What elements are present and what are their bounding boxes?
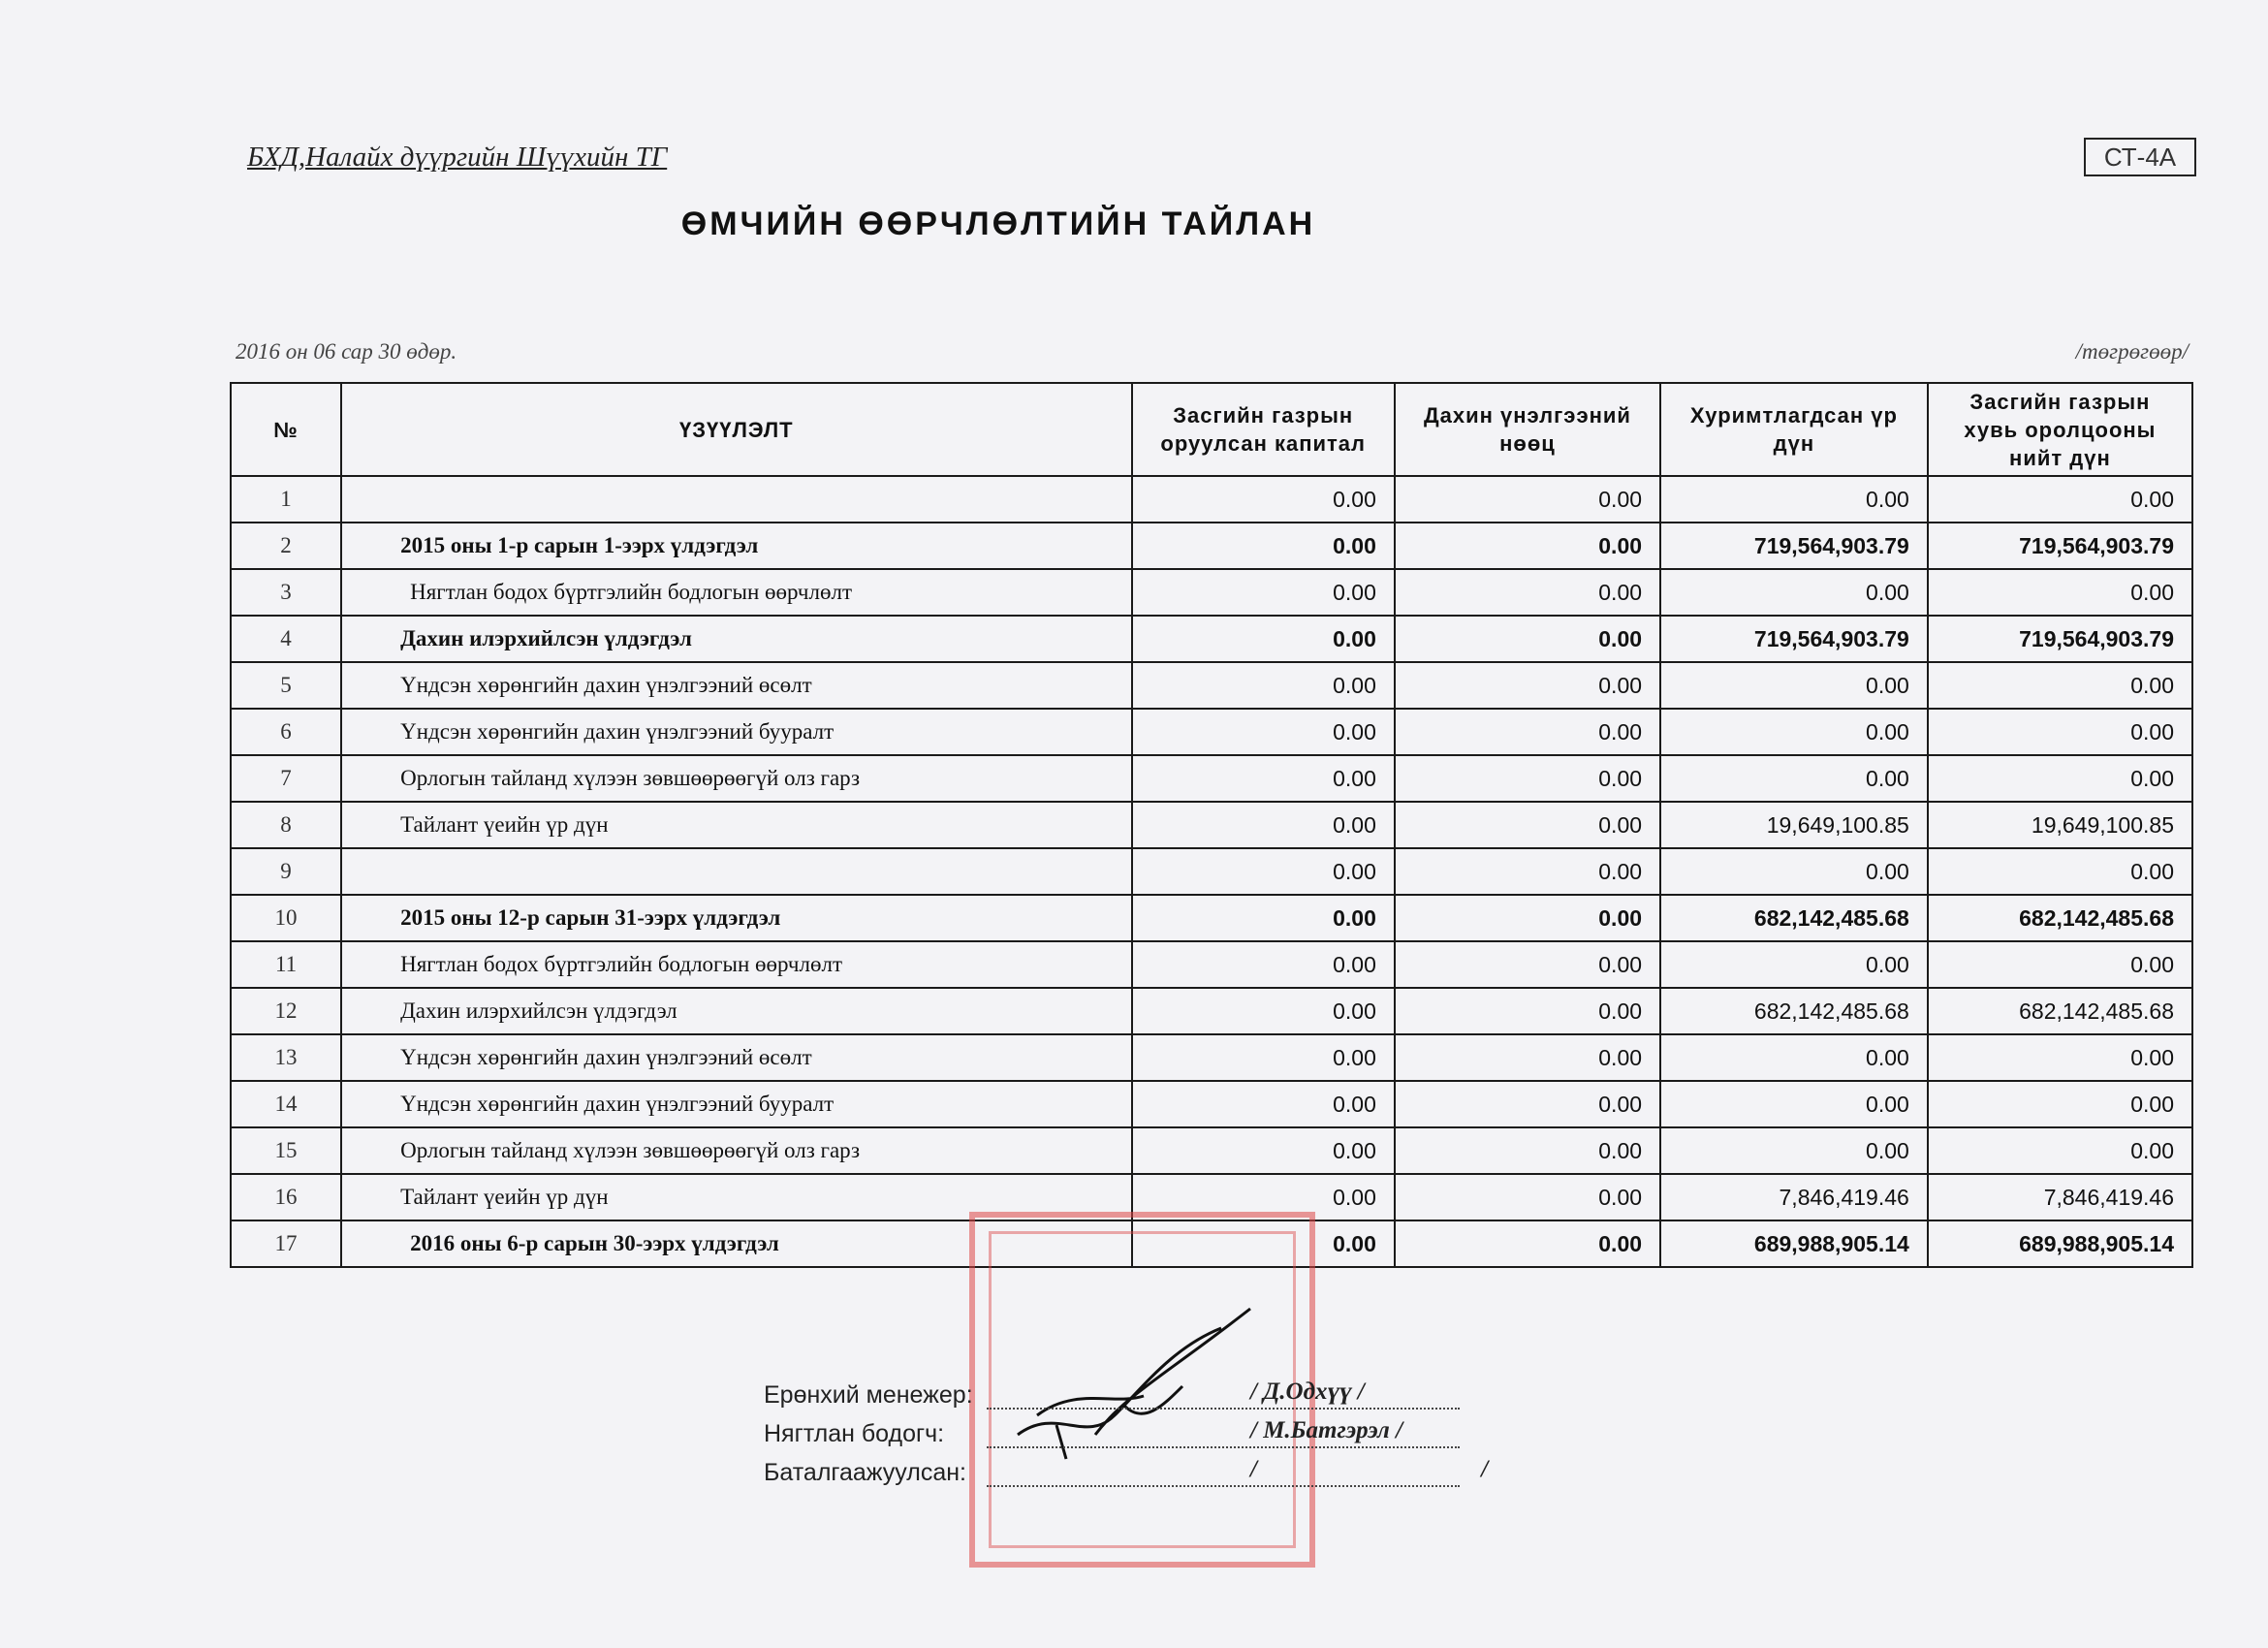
cell-revaluation: 0.00 [1395,941,1660,988]
cell-capital: 0.00 [1132,1127,1395,1174]
accountant-signature-line [987,1417,1460,1448]
signature-row-manager [764,1371,1460,1410]
table-row [231,662,2192,709]
cell-revaluation: 0.00 [1395,662,1660,709]
row-description: Үндсэн хөрөнгийн дахин үнэлгээний бууралт [341,1081,1131,1127]
cell-total: 0.00 [1928,941,2192,988]
row-number: 7 [231,755,341,802]
manager-label: Ерөнхий менежер: [764,1381,973,1409]
cell-capital: 0.00 [1132,848,1395,895]
cell-total: 0.00 [1928,1081,2192,1127]
cell-total: 719,564,903.79 [1928,523,2192,569]
cell-total: 689,988,905.14 [1928,1220,2192,1267]
row-number: 10 [231,895,341,941]
currency-unit: /төгрөгөөр/ [2075,339,2189,364]
manager-name: / Д.Одхүү / [1250,1379,1365,1405]
cell-retained: 0.00 [1660,755,1928,802]
verifier-signature-line [987,1456,1489,1487]
table-row [231,988,2192,1034]
row-number: 9 [231,848,341,895]
table-row [231,895,2192,941]
verifier-name: / / [1250,1456,1489,1482]
cell-capital: 0.00 [1132,802,1395,848]
row-number: 3 [231,569,341,616]
cell-revaluation: 0.00 [1395,709,1660,755]
row-number: 17 [231,1220,341,1267]
cell-total: 719,564,903.79 [1928,616,2192,662]
cell-capital: 0.00 [1132,895,1395,941]
table-row [231,523,2192,569]
cell-retained: 682,142,485.68 [1660,988,1928,1034]
cell-retained: 719,564,903.79 [1660,616,1928,662]
row-number: 2 [231,523,341,569]
cell-capital: 0.00 [1132,1034,1395,1081]
row-description: Дахин илэрхийлсэн үлдэгдэл [341,616,1131,662]
cell-capital: 0.00 [1132,755,1395,802]
table-row [231,1081,2192,1127]
table-row [231,476,2192,523]
report-date: 2016 он 06 сар 30 өдөр. [236,339,457,364]
column-header-description: ҮЗҮҮЛЭЛТ [341,383,1131,476]
cell-revaluation: 0.00 [1395,1081,1660,1127]
cell-revaluation: 0.00 [1395,569,1660,616]
row-number: 16 [231,1174,341,1220]
verifier-label: Баталгаажуулсан: [764,1459,966,1486]
cell-total: 7,846,419.46 [1928,1174,2192,1220]
table-row [231,616,2192,662]
table-row [231,941,2192,988]
cell-total: 19,649,100.85 [1928,802,2192,848]
cell-total: 682,142,485.68 [1928,988,2192,1034]
row-description: Дахин илэрхийлсэн үлдэгдэл [341,988,1131,1034]
row-description: Нягтлан бодох бүртгэлийн бодлогын өөрчлөлт [341,941,1131,988]
row-description: Тайлант үеийн үр дүн [341,802,1131,848]
table-row [231,1127,2192,1174]
row-description: Үндсэн хөрөнгийн дахин үнэлгээний өсөлт [341,1034,1131,1081]
cell-revaluation: 0.00 [1395,476,1660,523]
table-row [231,802,2192,848]
cell-retained: 682,142,485.68 [1660,895,1928,941]
row-description: Орлогын тайланд хүлээн зөвшөөрөөгүй олз гарз [341,755,1131,802]
table-row [231,709,2192,755]
row-description: Үндсэн хөрөнгийн дахин үнэлгээний бууралт [341,709,1131,755]
column-header-no: № [231,383,341,476]
column-header-total: Засгийн газрын хувь оролцооны нийт дүн [1928,383,2192,476]
cell-revaluation: 0.00 [1395,895,1660,941]
row-description [341,848,1131,895]
cell-total: 682,142,485.68 [1928,895,2192,941]
cell-capital: 0.00 [1132,709,1395,755]
row-description: Тайлант үеийн үр дүн [341,1174,1131,1220]
cell-capital: 0.00 [1132,523,1395,569]
cell-retained: 0.00 [1660,941,1928,988]
row-number: 4 [231,616,341,662]
row-number: 11 [231,941,341,988]
manager-signature-line [987,1379,1460,1410]
accountant-label: Нягтлан бодогч: [764,1420,945,1447]
cell-revaluation: 0.00 [1395,1127,1660,1174]
report-title: ӨМЧИЙН ӨӨРЧЛӨЛТИЙН ТАЙЛАН [680,206,1316,242]
row-number: 6 [231,709,341,755]
cell-revaluation: 0.00 [1395,616,1660,662]
cell-retained: 0.00 [1660,1127,1928,1174]
column-header-revaluation: Дахин үнэлгээний нөөц [1395,383,1660,476]
column-header-retained: Хуримтлагдсан үр дүн [1660,383,1928,476]
row-number: 8 [231,802,341,848]
cell-revaluation: 0.00 [1395,1174,1660,1220]
cell-capital: 0.00 [1132,476,1395,523]
row-number: 13 [231,1034,341,1081]
cell-retained: 0.00 [1660,1034,1928,1081]
equity-changes-table [230,382,2193,1268]
row-description [341,476,1131,523]
column-header-capital: Засгийн газрын оруулсан капитал [1132,383,1395,476]
table-row [231,848,2192,895]
table-row [231,755,2192,802]
cell-retained: 0.00 [1660,1081,1928,1127]
accountant-name: / М.Батгэрэл / [1250,1417,1403,1443]
row-number: 14 [231,1081,341,1127]
cell-retained: 0.00 [1660,709,1928,755]
row-description: Орлогын тайланд хүлээн зөвшөөрөөгүй олз гарз [341,1127,1131,1174]
form-code-box: СТ-4А [2084,138,2196,176]
row-number: 12 [231,988,341,1034]
row-description: 2016 оны 6-р сарын 30-ээрх үлдэгдэл [341,1220,1131,1267]
cell-revaluation: 0.00 [1395,1220,1660,1267]
signature-row-accountant [764,1410,1460,1448]
cell-capital: 0.00 [1132,1174,1395,1220]
row-number: 15 [231,1127,341,1174]
cell-retained: 7,846,419.46 [1660,1174,1928,1220]
cell-capital: 0.00 [1132,988,1395,1034]
cell-retained: 719,564,903.79 [1660,523,1928,569]
cell-retained: 689,988,905.14 [1660,1220,1928,1267]
cell-capital: 0.00 [1132,662,1395,709]
cell-retained: 0.00 [1660,476,1928,523]
cell-revaluation: 0.00 [1395,988,1660,1034]
table-row [231,1034,2192,1081]
table-header-row [231,383,2192,476]
cell-revaluation: 0.00 [1395,802,1660,848]
organization-name: БХД,Налайх дүүргийн Шүүхийн ТГ [247,142,668,173]
cell-revaluation: 0.00 [1395,523,1660,569]
cell-total: 0.00 [1928,1127,2192,1174]
row-description: Нягтлан бодох бүртгэлийн бодлогын өөрчлөлт [341,569,1131,616]
row-description: 2015 оны 1-р сарын 1-ээрх үлдэгдэл [341,523,1131,569]
cell-retained: 0.00 [1660,569,1928,616]
cell-capital: 0.00 [1132,1220,1395,1267]
signature-row-verifier [764,1448,1489,1487]
cell-total: 0.00 [1928,662,2192,709]
cell-total: 0.00 [1928,476,2192,523]
row-number: 1 [231,476,341,523]
cell-retained: 0.00 [1660,662,1928,709]
cell-revaluation: 0.00 [1395,848,1660,895]
cell-capital: 0.00 [1132,569,1395,616]
cell-capital: 0.00 [1132,1081,1395,1127]
cell-total: 0.00 [1928,1034,2192,1081]
cell-capital: 0.00 [1132,616,1395,662]
cell-total: 0.00 [1928,569,2192,616]
table-row [231,569,2192,616]
cell-total: 0.00 [1928,848,2192,895]
cell-total: 0.00 [1928,709,2192,755]
signature-block [764,1371,1489,1487]
cell-revaluation: 0.00 [1395,1034,1660,1081]
cell-total: 0.00 [1928,755,2192,802]
cell-revaluation: 0.00 [1395,755,1660,802]
row-description: 2015 оны 12-р сарын 31-ээрх үлдэгдэл [341,895,1131,941]
row-description: Үндсэн хөрөнгийн дахин үнэлгээний өсөлт [341,662,1131,709]
cell-retained: 19,649,100.85 [1660,802,1928,848]
row-number: 5 [231,662,341,709]
cell-capital: 0.00 [1132,941,1395,988]
cell-retained: 0.00 [1660,848,1928,895]
